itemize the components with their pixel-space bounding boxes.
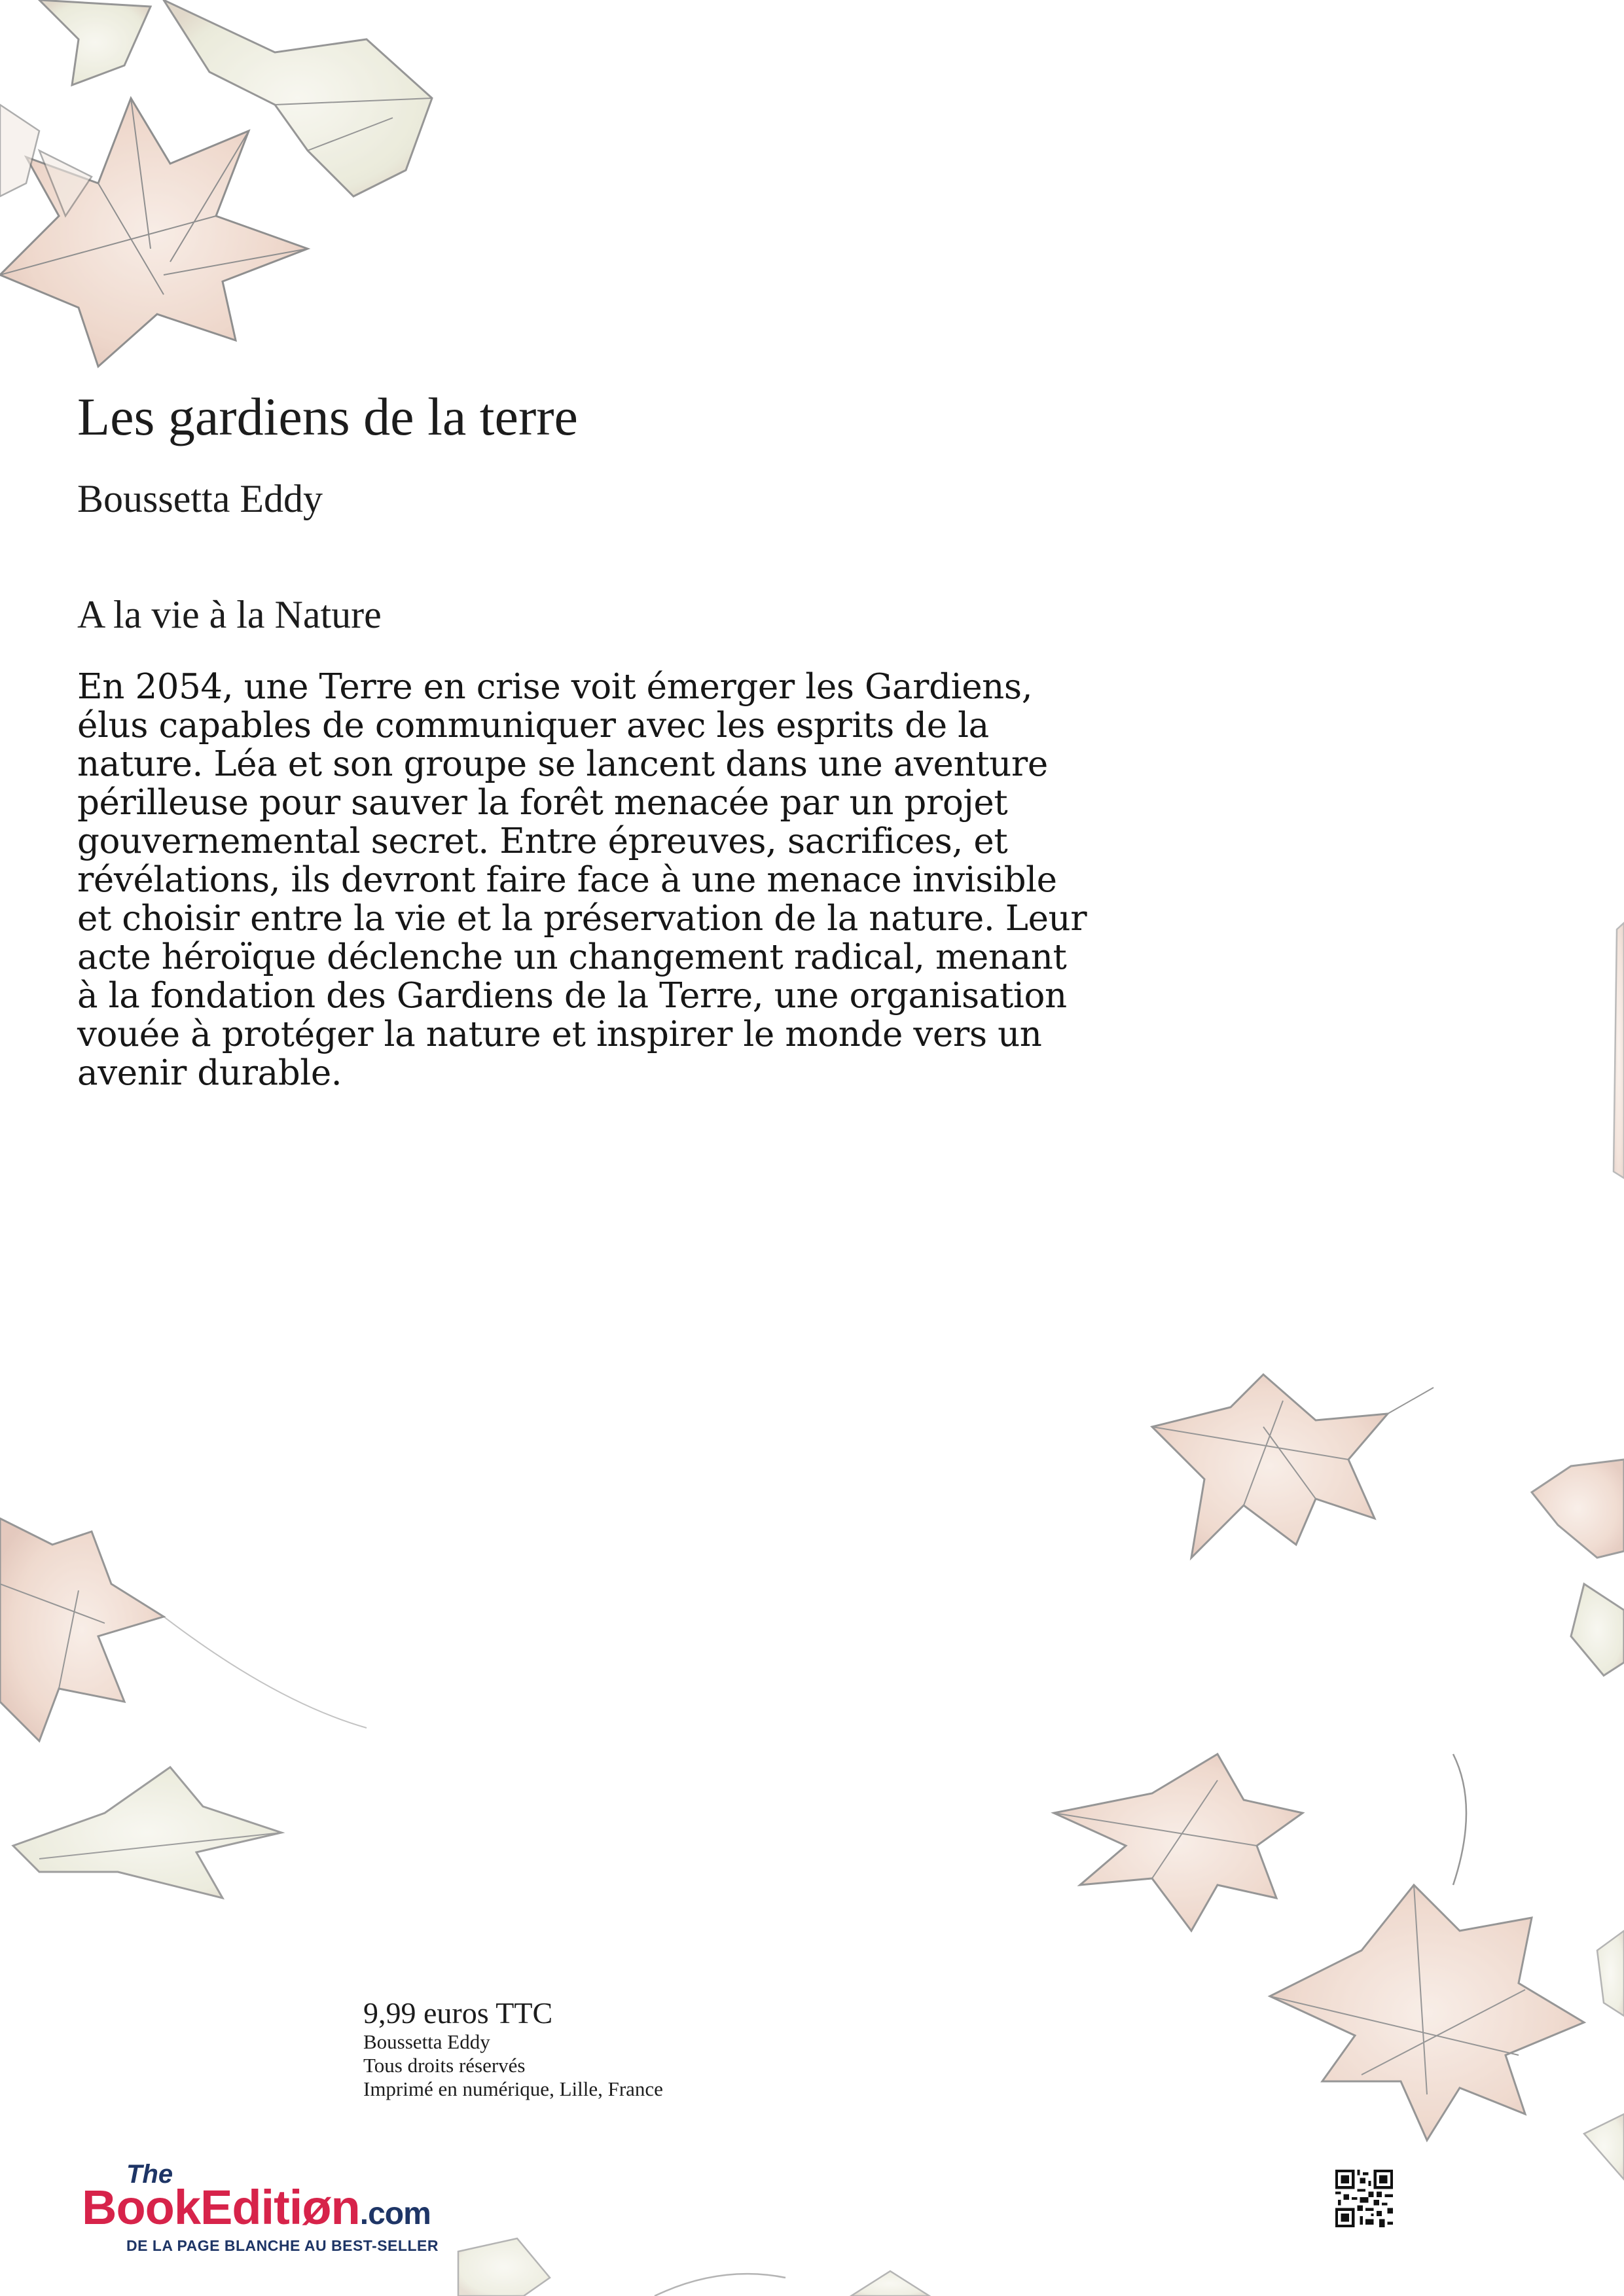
logo-wordmark [82, 2179, 431, 2235]
leaf-icon [13, 1767, 281, 1898]
book-title: Les gardiens de la terre [77, 387, 578, 446]
summary-line: révélations, ils devront faire face à une menace invisible [77, 860, 1057, 900]
leaf-icon [1054, 1754, 1303, 1931]
leaf-icon [1614, 923, 1624, 1178]
qr-code-icon [1335, 2170, 1393, 2227]
rights-notice: Tous droits réservés [363, 2054, 526, 2077]
logo-tagline: DE LA PAGE BLANCHE AU BEST-SELLER [126, 2237, 439, 2254]
summary-line: nature. Léa et son groupe se lancent dans une aventure [77, 744, 1048, 784]
summary-line: à la fondation des Gardiens de la Terre, une organisation [77, 976, 1067, 1016]
imprint-author: Boussetta Eddy [363, 2030, 490, 2053]
logo-the-text: The [126, 2160, 173, 2189]
summary-line: élus capables de communiquer avec les esprits de la [77, 706, 989, 745]
imprint-block [363, 1996, 663, 2101]
leaf-icon [1152, 1374, 1434, 1558]
summary-line: avenir durable. [77, 1053, 342, 1093]
summary-line: gouvernemental secret. Entre épreuves, sacrifices, et [77, 821, 1008, 861]
leaf-icon [164, 1617, 367, 1728]
leaf-icon [0, 98, 308, 367]
book-summary [77, 668, 1203, 1092]
leaf-o-icon: ø [302, 2180, 331, 2234]
leaf-icon [0, 105, 92, 216]
leaf-icon [39, 0, 432, 196]
logo-name-part1: BookEditi [82, 2180, 302, 2234]
summary-line: acte héroïque déclenche un changement radical, menant [77, 937, 1067, 977]
summary-line: vouée à protéger la nature et inspirer le monde vers un [77, 1014, 1042, 1054]
leaf-icon [1584, 1931, 1624, 2179]
leaf-icon [0, 1518, 164, 1741]
logo-name-part2: n [331, 2180, 360, 2234]
publisher-logo [82, 2160, 475, 2254]
price-label: 9,99 euros TTC [363, 1996, 553, 2030]
print-location: Imprimé en numérique, Lille, France [363, 2077, 663, 2100]
summary-line: périlleuse pour sauver la forêt menacée par un projet [77, 783, 1008, 823]
book-author: Boussetta Eddy [77, 477, 323, 520]
logo-domain: .com [359, 2197, 431, 2231]
summary-line: et choisir entre la vie et la préservation de la nature. Leur [77, 899, 1087, 939]
leaf-icon [1532, 1460, 1624, 1676]
leaf-icon [1270, 1754, 1584, 2140]
book-dedication: A la vie à la Nature [77, 593, 382, 636]
leaf-icon [458, 2238, 929, 2296]
summary-line: En 2054, une Terre en crise voit émerger les Gardiens, [77, 667, 1033, 707]
